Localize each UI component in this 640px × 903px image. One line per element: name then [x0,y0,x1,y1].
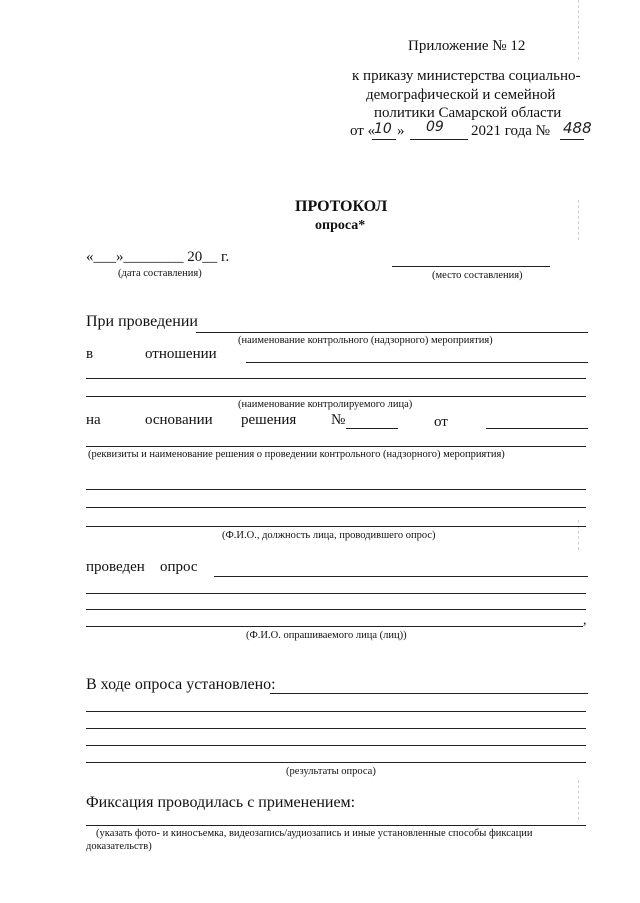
order-date-prefix: от « [350,123,376,139]
basis-caption: (реквизиты и наименование решения о проведении контрольного (надзорного) мероприятия) [88,449,505,460]
interviewer-line-2 [86,507,586,508]
interviewee-line-3 [86,609,586,610]
interviewer-caption: (Ф.И.О., должность лица, проводившего опрос) [222,530,436,541]
place-line [392,266,550,267]
interviewer-line-3 [86,526,586,527]
conducting-label: При проведении [86,313,198,330]
basis-osnovanii: основании [145,412,213,428]
order-number-line [560,139,584,140]
results-line-4 [86,745,586,746]
regarding-caption: (наименование контролируемого лица) [238,399,413,410]
interviewer-line-1 [86,489,586,490]
fixation-caption-1: (указать фото- и киносъемка, видеозапись/аудиозапись и иные установленные способы фиксации [96,828,533,839]
established-label: В ходе опроса установлено: [86,676,276,693]
regarding-line [246,362,588,363]
results-line-5 [86,762,586,763]
basis-number-line [346,428,398,429]
results-line-1 [270,693,588,694]
regarding-label: отношении [145,346,217,362]
basis-resheniya: решения [241,412,297,428]
order-date-month-line [410,139,468,140]
interviewee-comma: , [583,613,587,628]
conducting-caption: (наименование контрольного (надзорного) мероприятия) [238,335,493,346]
order-date-day: 10 [374,121,392,137]
order-date-year: 2021 года № [471,123,550,139]
basis-number-sign: № [331,412,346,428]
conducted-label-1: проведен [86,559,145,575]
order-date-day-line [372,139,396,140]
results-line-2 [86,711,586,712]
order-ref-line2: демографической и семейной [366,87,556,103]
results-line-3 [86,728,586,729]
document-title: ПРОТОКОЛ [295,198,388,215]
regarding-line-2 [86,378,586,379]
scan-edge-mark [578,0,579,60]
regarding-line-3 [86,396,586,397]
conducted-label-2: опрос [160,559,198,575]
order-date-month: 09 [426,119,444,135]
conducting-line [196,332,588,333]
interviewee-caption: (Ф.И.О. опрашиваемого лица (лиц)) [246,630,407,641]
basis-na: на [86,412,101,428]
scan-edge-mark [578,780,579,820]
fixation-line [86,825,586,826]
document-subtitle: опроса* [315,218,366,233]
scan-edge-mark [578,520,579,550]
appendix-label: Приложение № 12 [408,38,526,54]
regarding-in: в [86,346,94,362]
interviewee-line-1 [214,576,588,577]
fixation-label: Фиксация проводилась с применением: [86,794,356,811]
fixation-caption-2: доказательств) [86,841,152,852]
interviewee-line-4 [86,626,583,627]
scan-edge-mark [578,200,579,240]
order-ref-line3: политики Самарской области [374,105,562,121]
results-caption: (результаты опроса) [286,766,376,777]
basis-date-line [486,428,588,429]
order-number: 488 [563,119,592,137]
order-date-mid: » [397,123,405,139]
place-caption: (место составления) [432,270,523,281]
date-caption: (дата составления) [118,268,202,279]
basis-ot: от [434,414,448,430]
basis-line-2 [86,446,586,447]
date-pattern: «___»________ 20__ г. [86,249,230,265]
order-ref-line1: к приказу министерства социально- [352,68,581,84]
interviewee-line-2 [86,593,586,594]
